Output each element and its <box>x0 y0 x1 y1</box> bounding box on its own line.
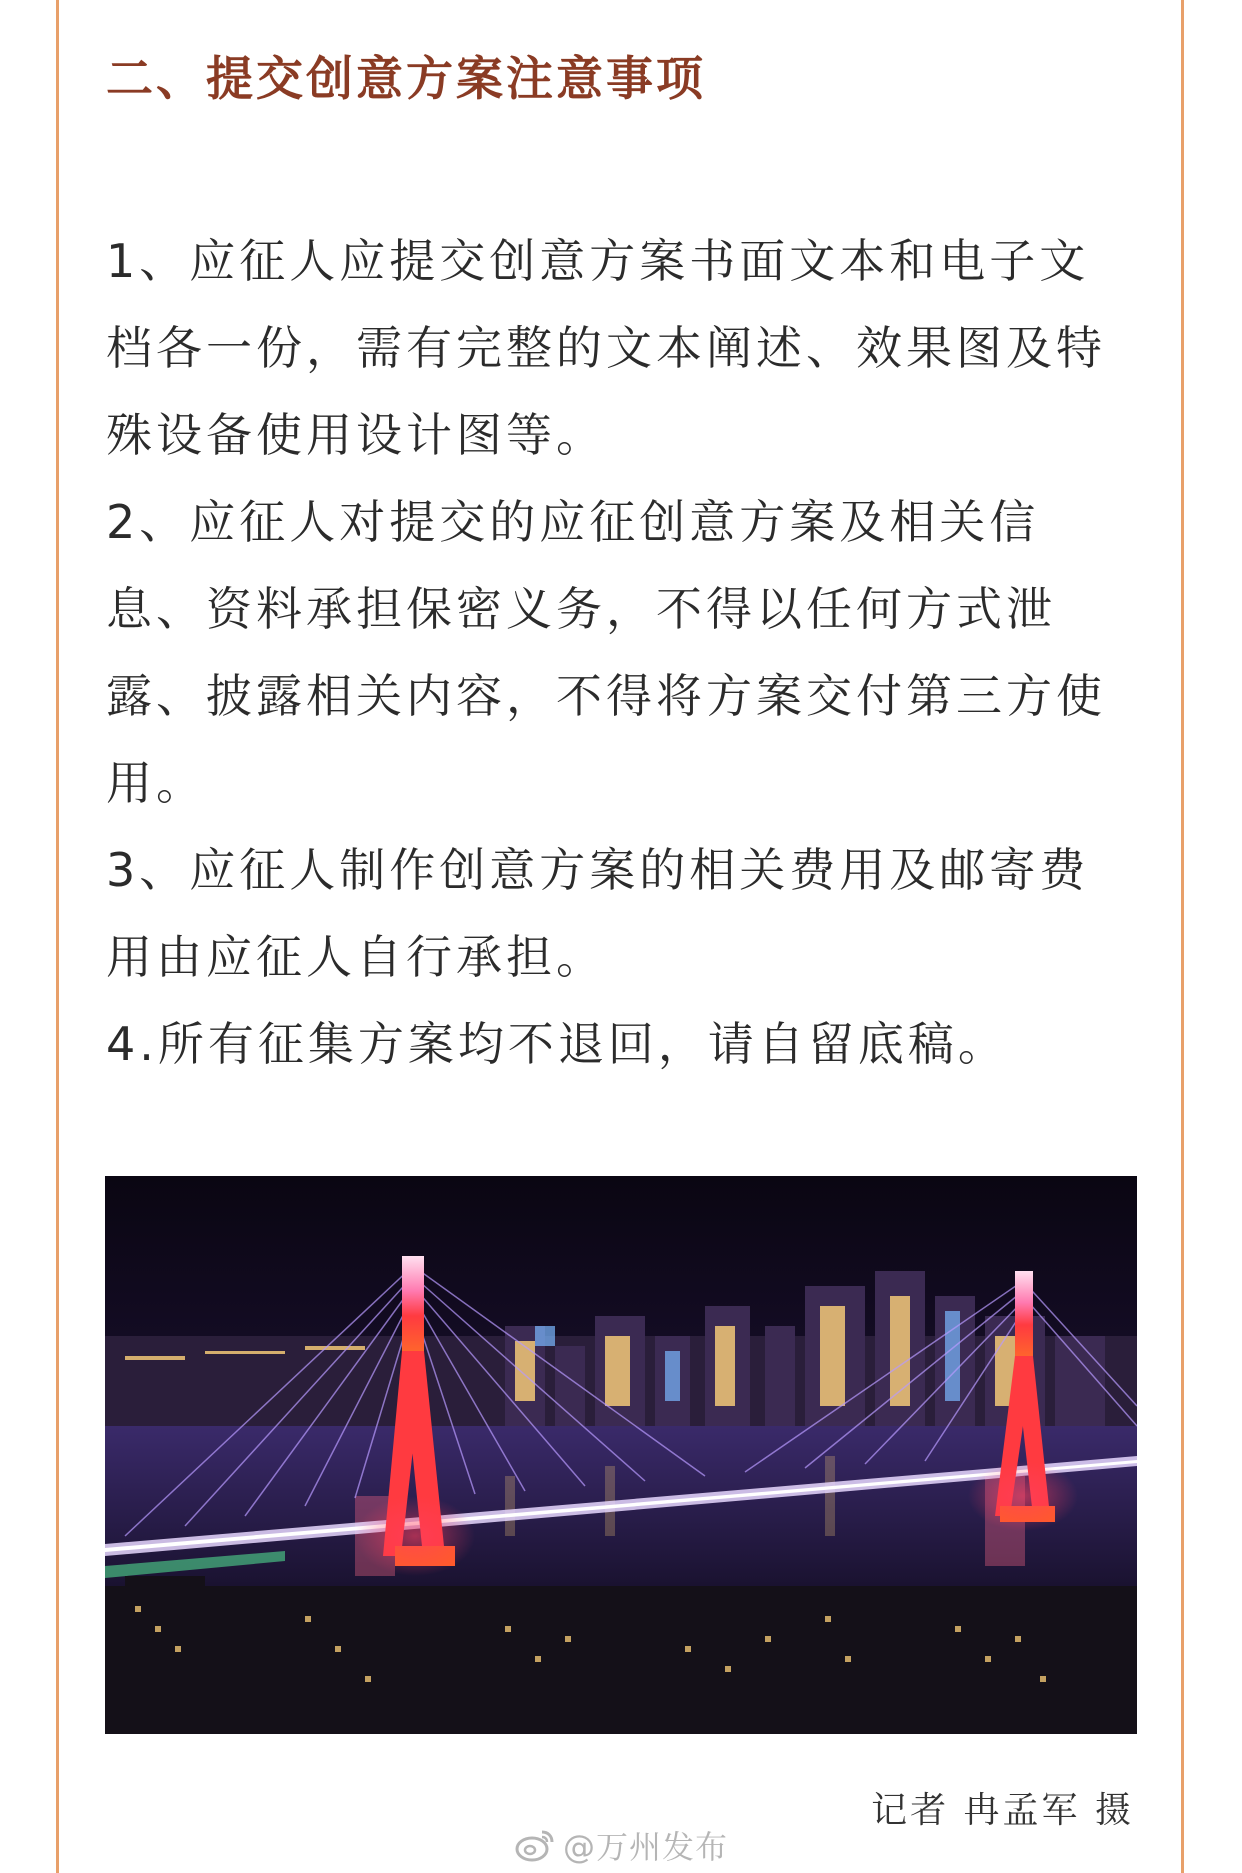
weibo-icon <box>515 1828 555 1862</box>
section-heading: 二、提交创意方案注意事项 <box>106 52 706 107</box>
article-body <box>106 218 1136 1088</box>
watermark-text: @万州发布 <box>563 1828 729 1866</box>
paragraph-2: 2、应征人对提交的应征创意方案及相关信息、资料承担保密义务，不得以任何方式泄露、披露相关内容，不得将方案交付第三方使用。 <box>106 495 1106 810</box>
night-bridge-photo <box>105 1176 1137 1734</box>
paragraph-3: 3、应征人制作创意方案的相关费用及邮寄费用由应征人自行承担。 <box>106 843 1090 984</box>
paragraph-4: 4.所有征集方案均不退回，请自留底稿。 <box>106 1017 1008 1071</box>
paragraph-1: 1、应征人应提交创意方案书面文本和电子文档各一份，需有完整的文本阐述、效果图及特殊设备使用设计图等。 <box>106 234 1106 462</box>
photo-caption: 记者 冉孟军 摄 <box>871 1790 1134 1831</box>
watermark <box>515 1822 728 1868</box>
